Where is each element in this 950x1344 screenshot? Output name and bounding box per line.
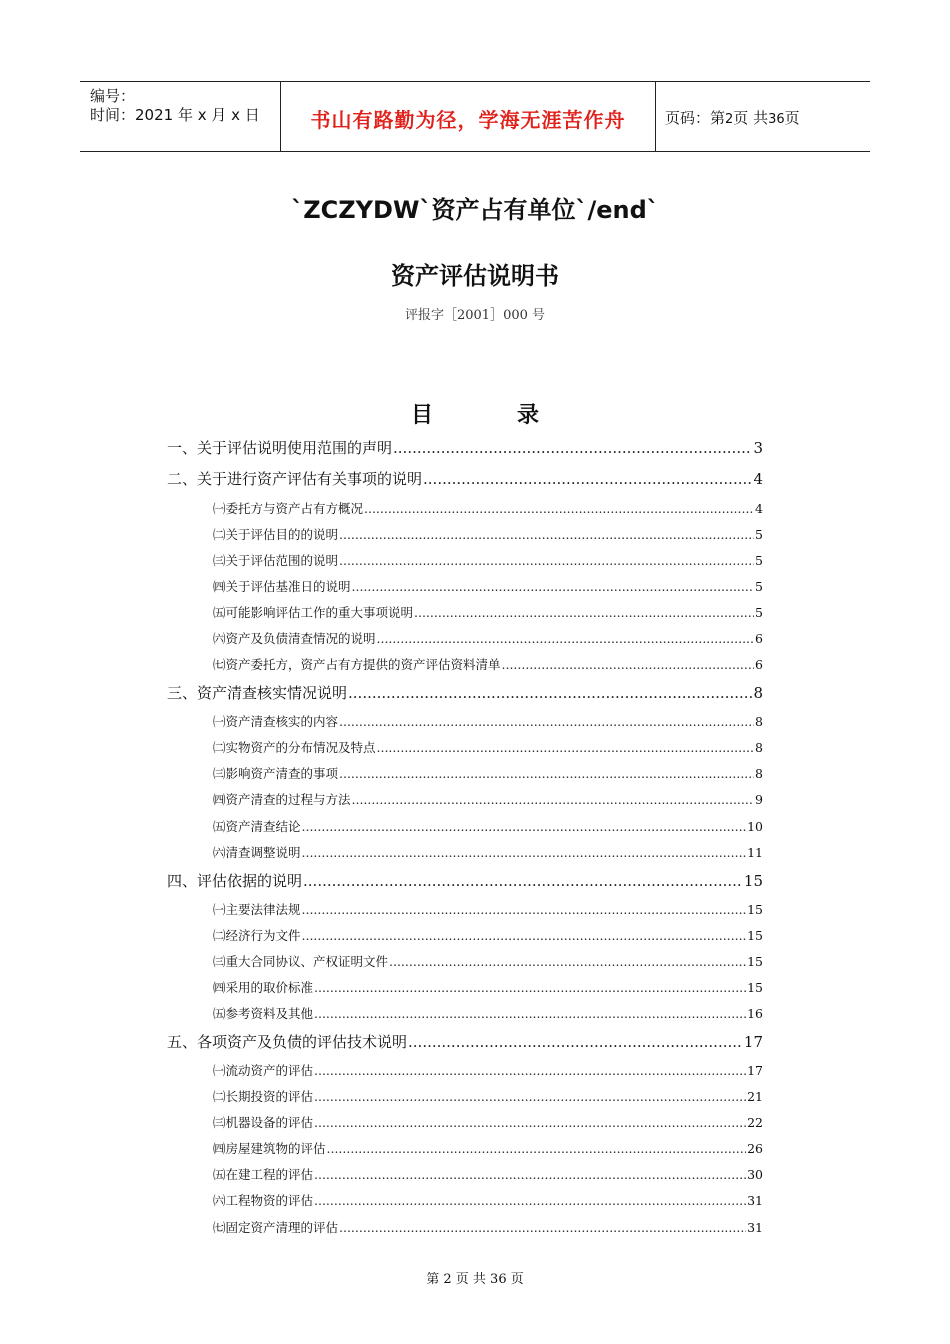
toc-entry-label: ㈢影响资产清查的事项 — [213, 766, 339, 781]
toc-entry-label: 四、评估依据的说明 — [167, 872, 303, 890]
toc-leader — [314, 1193, 746, 1208]
toc-entry-label: ㈡关于评估目的的说明 — [213, 527, 339, 542]
toc-subentry[interactable] — [213, 978, 763, 996]
toc-entry-page: 21 — [747, 1089, 763, 1104]
page-current: 2 — [725, 112, 734, 127]
toc-entry-label: ㈡实物资产的分布情况及特点 — [213, 740, 376, 755]
toc-leader — [389, 954, 746, 969]
toc-entry-page: 26 — [747, 1141, 763, 1156]
toc-entry-label: 二、关于进行资产评估有关事项的说明 — [167, 470, 423, 488]
document-number: 评报字［2001］000 号 — [404, 308, 546, 323]
toc-subentry[interactable] — [213, 499, 763, 517]
toc-leader — [302, 928, 747, 943]
toc-entry-page: 4 — [755, 501, 763, 516]
toc-subentry[interactable] — [213, 655, 763, 673]
toc-leader — [302, 902, 747, 917]
toc-entry-page: 15 — [747, 954, 763, 969]
toc-entry-page: 8 — [755, 714, 763, 729]
toc-entry[interactable] — [167, 437, 763, 458]
toc-entry-page: 16 — [747, 1006, 763, 1021]
toc-entry-label: ㈣采用的取价标准 — [213, 980, 314, 995]
toc-leader — [314, 980, 746, 995]
toc-leader — [414, 605, 754, 620]
toc-entry-label: ㈢关于评估范围的说明 — [213, 553, 339, 568]
page-mid: 页 共 — [733, 109, 769, 127]
toc-subentry[interactable] — [213, 1004, 763, 1022]
toc-entry-label: ㈡经济行为文件 — [213, 928, 301, 943]
toc-subentry[interactable] — [213, 952, 763, 970]
toc-subentry[interactable] — [213, 712, 763, 730]
toc-leader — [393, 439, 752, 457]
toc-subentry[interactable] — [213, 817, 763, 835]
toc-subentry[interactable] — [213, 764, 763, 782]
toc-entry-page: 3 — [753, 439, 763, 457]
toc-entry-label: ㈠资产清查核实的内容 — [213, 714, 339, 729]
toc-subentry[interactable] — [213, 577, 763, 595]
toc-subentry[interactable] — [213, 1191, 763, 1209]
toc-leader — [339, 527, 754, 542]
header-meta-cell — [80, 82, 280, 151]
toc-entry[interactable] — [167, 870, 763, 891]
toc-entry-page: 5 — [755, 553, 763, 568]
toc-leader — [408, 1033, 743, 1051]
toc-entry-page: 10 — [747, 819, 763, 834]
toc-leader — [302, 845, 747, 860]
toc-leader — [314, 1167, 746, 1182]
page-total: 36 — [768, 112, 785, 127]
toc-entry-label: ㈢重大合同协议、产权证明文件 — [213, 954, 389, 969]
header-motto-cell — [280, 82, 656, 151]
toc-entry-label: ㈠主要法律法规 — [213, 902, 301, 917]
toc-entry-label: ㈦资产委托方，资产占有方提供的资产评估资料清单 — [213, 657, 501, 672]
header-table — [80, 81, 870, 152]
toc-entry-label: ㈣资产清查的过程与方法 — [213, 792, 351, 807]
toc-entry-label: ㈤资产清查结论 — [213, 819, 301, 834]
toc-entry-page: 5 — [755, 605, 763, 620]
toc-entry-page: 30 — [747, 1167, 763, 1182]
toc-entry-page: 9 — [755, 792, 763, 807]
toc-entry-label: 五、各项资产及负债的评估技术说明 — [167, 1033, 408, 1051]
toc-leader — [352, 792, 755, 807]
toc-subentry[interactable] — [213, 1165, 763, 1183]
toc-leader — [339, 553, 754, 568]
page-info — [665, 107, 800, 128]
toc-entry-label: ㈥清查调整说明 — [213, 845, 301, 860]
toc-entry-page: 31 — [747, 1220, 763, 1235]
toc-leader — [377, 631, 755, 646]
toc-heading-char-1: 目 — [410, 403, 433, 428]
toc-entry-label: ㈤参考资料及其他 — [213, 1006, 314, 1021]
toc-entry-page: 4 — [753, 470, 763, 488]
toc-leader — [303, 872, 743, 890]
motto: 书山有路勤为径，学海无涯苦作舟 — [310, 108, 626, 132]
toc-leader — [423, 470, 752, 488]
toc-entry-label: ㈦固定资产清理的评估 — [213, 1220, 339, 1235]
toc-entry-label: ㈠委托方与资产占有方概况 — [213, 501, 364, 516]
toc-leader — [339, 1220, 746, 1235]
toc-leader — [377, 740, 755, 755]
toc-subentry[interactable] — [213, 1139, 763, 1157]
toc-subentry[interactable] — [213, 1087, 763, 1105]
toc-leader — [327, 1141, 747, 1156]
toc-entry-label: ㈢机器设备的评估 — [213, 1115, 314, 1130]
toc-subentry[interactable] — [213, 843, 763, 861]
toc-entry-page: 8 — [753, 684, 763, 702]
toc-subentry[interactable] — [213, 603, 763, 621]
toc-subentry[interactable] — [213, 900, 763, 918]
company-title: `ZCZYDW`资产占有单位`/end` — [291, 196, 659, 224]
document-number-label: 编号： — [90, 87, 136, 105]
toc-subentry[interactable] — [213, 926, 763, 944]
toc-leader — [352, 579, 755, 594]
toc-entry-label: ㈣房屋建筑物的评估 — [213, 1141, 326, 1156]
toc-entry-page: 22 — [747, 1115, 763, 1130]
toc-subentry[interactable] — [213, 1113, 763, 1131]
toc-entry-page: 15 — [747, 980, 763, 995]
toc-leader — [339, 766, 754, 781]
toc-entry-page: 15 — [747, 902, 763, 917]
toc-heading-char-2: 录 — [517, 403, 540, 428]
document-title: 资产评估说明书 — [391, 262, 559, 290]
toc-entry-label: ㈥资产及负债清查情况的说明 — [213, 631, 376, 646]
page-footer: 第 2 页 共 36 页 — [426, 1272, 524, 1287]
toc-subentry[interactable] — [213, 1218, 763, 1236]
toc-entry-label: ㈡长期投资的评估 — [213, 1089, 314, 1104]
document-time-label: 时间：2021 年 x 月 x 日 — [90, 106, 260, 124]
toc-subentry[interactable] — [213, 629, 763, 647]
toc-subentry[interactable] — [213, 738, 763, 756]
toc-entry-page: 17 — [747, 1063, 763, 1078]
toc-entry-page: 17 — [743, 1033, 763, 1051]
toc-leader — [314, 1089, 746, 1104]
toc-entry-page: 6 — [755, 657, 763, 672]
toc-entry-label: ㈤可能影响评估工作的重大事项说明 — [213, 605, 414, 620]
toc-subentry[interactable] — [213, 525, 763, 543]
toc-subentry[interactable] — [213, 551, 763, 569]
toc-heading — [0, 398, 950, 429]
toc-leader — [502, 657, 755, 672]
page-prefix: 页码：第 — [665, 109, 726, 127]
header-page-cell — [655, 82, 870, 151]
toc-subentry[interactable] — [213, 790, 763, 808]
toc-entry-label: 三、资产清查核实情况说明 — [167, 684, 348, 702]
page-suffix: 页 — [784, 109, 800, 127]
toc-subentry[interactable] — [213, 1061, 763, 1079]
toc-entry[interactable] — [167, 1031, 763, 1052]
toc-entry-label: ㈣关于评估基准日的说明 — [213, 579, 351, 594]
toc-entry-label: ㈠流动资产的评估 — [213, 1063, 314, 1078]
toc-leader — [314, 1063, 746, 1078]
toc-leader — [339, 714, 754, 729]
toc-leader — [314, 1006, 746, 1021]
toc-leader — [302, 819, 747, 834]
toc-entry-page: 15 — [747, 928, 763, 943]
toc-entry[interactable] — [167, 468, 763, 489]
toc-entry-label: ㈥工程物资的评估 — [213, 1193, 314, 1208]
toc-entry-page: 11 — [747, 845, 763, 860]
toc-entry-label: 一、关于评估说明使用范围的声明 — [167, 439, 393, 457]
toc-entry-page: 5 — [755, 579, 763, 594]
toc-leader — [314, 1115, 746, 1130]
toc-entry-page: 31 — [747, 1193, 763, 1208]
toc-leader — [364, 501, 754, 516]
toc-entry-page: 8 — [755, 766, 763, 781]
toc-entry-page: 15 — [743, 872, 763, 890]
toc-entry-label: ㈤在建工程的评估 — [213, 1167, 314, 1182]
toc-entry-page: 8 — [755, 740, 763, 755]
toc-entry[interactable] — [167, 682, 763, 703]
toc-entry-page: 6 — [755, 631, 763, 646]
toc-entry-page: 5 — [755, 527, 763, 542]
toc-leader — [348, 684, 752, 702]
